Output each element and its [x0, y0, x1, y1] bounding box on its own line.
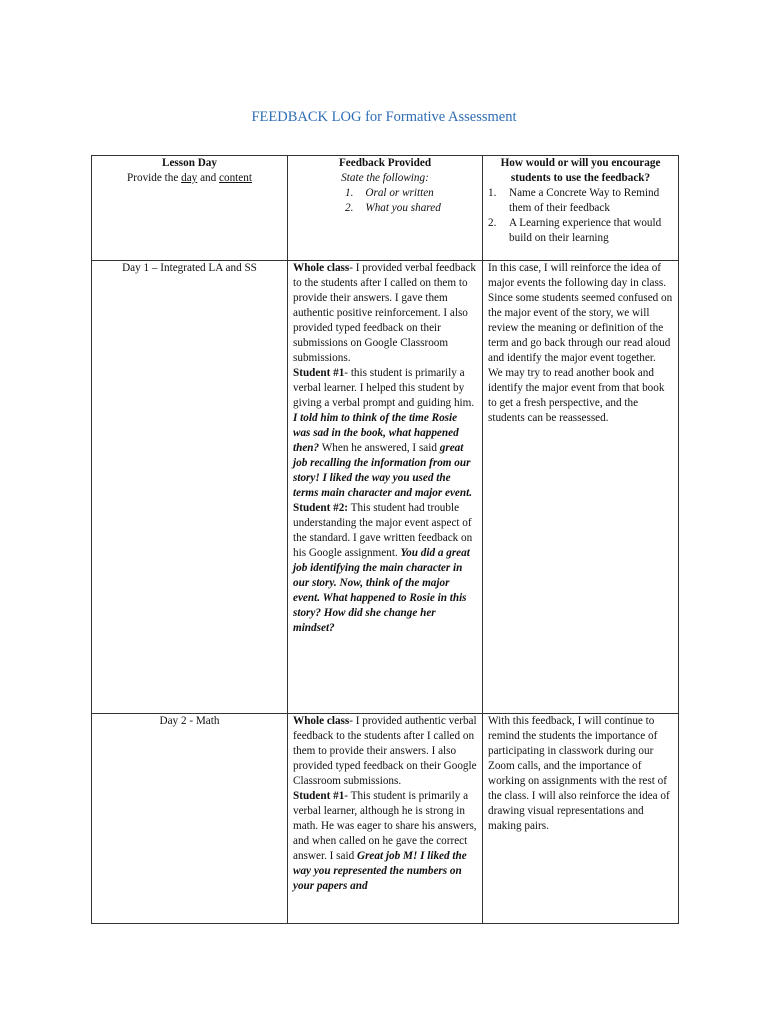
- header-subtitle: State the following:: [341, 172, 429, 184]
- encourage-cell: [483, 261, 679, 714]
- list-item: 2. A Learning experience that would build on their learning: [488, 217, 662, 244]
- header-encourage: [483, 156, 679, 261]
- lesson-day-cell: Day 2 - Math: [92, 714, 288, 924]
- feedback-cell: [288, 714, 483, 924]
- student-1-feedback: Student #1- This student is primarily a verbal learner, although he is strong in math. He was eager to share his answers, and when called on he gave the correct answer. I said Great job M! I liked the way you represented the numbers on your papers and: [293, 790, 477, 892]
- table-row: [92, 714, 679, 924]
- header-list: [488, 186, 673, 246]
- whole-class-feedback: Whole class- I provided authentic verbal feedback to the students after I called on them to provide their answers. I also provided typed feedback on their Google Classroom submissions.: [293, 715, 477, 787]
- header-title: How would or will you encourage students to use the feedback?: [500, 157, 661, 184]
- encourage-paragraph: In this case, I will reinforce the idea of major events the following day in class. Since some students seemed confused on the major event of the story, we will review the meaning or definition of the term and go back through our read aloud and identify the major event together.: [488, 262, 673, 364]
- list-item: 1. Oral or written: [345, 187, 434, 199]
- feedback-cell: [288, 261, 483, 714]
- list-item: 2. What you shared: [345, 202, 441, 214]
- header-list: [293, 186, 477, 216]
- table-row: [92, 261, 679, 714]
- student-2-feedback: Student #2: This student had trouble understanding the major event aspect of the standard. I gave written feedback on his Google assignment. You did a great job identifying the main character in our story. Now, think of the major event. What happened to Rosie in this story? How did she change her mindset?: [293, 502, 473, 634]
- header-title: Lesson Day: [161, 157, 217, 169]
- student-1-feedback: Student #1- this student is primarily a verbal learner. I helped this student by giving a verbal prompt and guiding him. I told him to think of the time Rosie was sad in the book, what happened then? When he answered, I said great job recalling the information from our story! I liked the way you used the terms main character and major event.: [293, 367, 475, 499]
- header-subtitle: Provide the day and content: [127, 172, 252, 184]
- encourage-cell: [483, 714, 679, 924]
- document-title: FEEDBACK LOG for Formative Assessment: [251, 109, 517, 125]
- encourage-paragraph: We may try to read another book and identify the major event from that book to get a fresh perspective, and the students can be reassessed.: [488, 367, 665, 424]
- whole-class-feedback: Whole class- I provided verbal feedback to the students after I called on them to provide their answers. I gave them authentic positive reinforcement. I also provided typed feedback on their submissions on Google Classroom submissions.: [293, 262, 476, 364]
- header-feedback-provided: [288, 156, 483, 261]
- list-item: 1. Name a Concrete Way to Remind them of their feedback: [488, 187, 660, 214]
- encourage-paragraph: With this feedback, I will continue to remind the students the importance of participating in classwork during our Zoom calls, and the importance of working on assignments with the rest of the class. I will also reinforce the idea of drawing visual representations and making pairs.: [488, 715, 670, 832]
- header-lesson-day: [92, 156, 288, 261]
- feedback-log-table: [91, 155, 679, 924]
- table-header-row: [92, 156, 679, 261]
- lesson-day-cell: Day 1 – Integrated LA and SS: [92, 261, 288, 714]
- header-title: Feedback Provided: [338, 157, 432, 169]
